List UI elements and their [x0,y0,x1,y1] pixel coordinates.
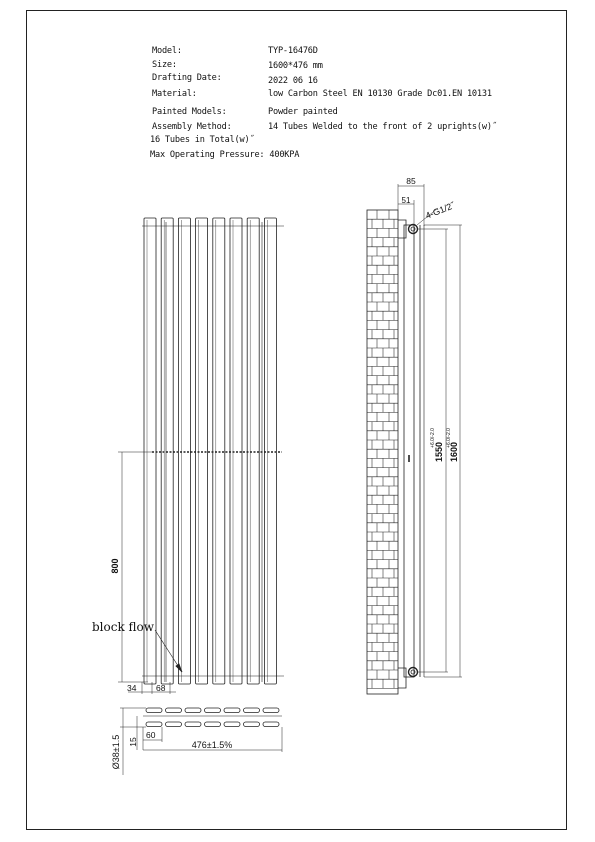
spec-assembly-label: Assembly Method: [152,122,232,132]
brick-pattern [367,210,398,688]
bottom-tube-lower [263,722,279,727]
bottom-tube-row-upper [146,708,279,713]
spec-tubes-total: 16 Tubes in Total(w)˝ [150,135,255,145]
bottom-tube-upper [205,708,221,713]
bottom-tube-upper [263,708,279,713]
bottom-tube-lower [224,722,240,727]
front-tube [161,218,173,684]
front-tube [247,218,259,684]
block-flow-arrow [176,664,182,672]
side-valve-bottom [409,668,418,677]
spec-assembly-value: 14 Tubes Welded to the front of 2 uprights(w)˝ [268,122,497,132]
bottom-tube-lower [146,722,162,727]
bottom-tube-upper [244,708,260,713]
spec-pressure: Max Operating Pressure: 400KPA [150,150,300,160]
spec-date-label: Drafting Date: [152,73,222,83]
front-tube [230,218,242,684]
dim-thread-text: 4-G1/2˝ [424,200,457,221]
dim-1600-text: 1600 [449,441,459,463]
bottom-tube-upper [185,708,201,713]
dim-68-text: 68 [156,683,166,693]
dim-51-text: 51 [401,196,411,205]
spec-painted-label: Painted Models: [152,107,227,117]
bottom-tube-lower [166,722,182,727]
dim-34-text: 34 [127,683,137,693]
dim-15-text: 15 [128,737,138,747]
dim-476-text: 476±1.5% [191,740,233,750]
bottom-tube-lower [185,722,201,727]
side-valve-top [409,225,418,234]
dim-85-text: 85 [406,176,416,186]
spec-material-value: low Carbon Steel EN 10130 Grade Dc01.EN 10131 [268,89,492,99]
bottom-tube-upper [224,708,240,713]
side-upright [404,225,414,677]
dim-38-text: Ø38±1.5 [111,734,121,770]
bottom-tube-upper [166,708,182,713]
dim-1600-tolerance: +6.0/-2.0 [446,428,452,448]
spec-model-value: TYP-16476D [268,46,318,56]
spec-date-value: 2022 06 16 [268,76,318,86]
bottom-tube-upper [146,708,162,713]
spec-painted-value: Powder painted [268,107,338,117]
front-tube [178,218,190,684]
spec-size-value: 1600*476 mm [268,61,323,71]
front-tube [144,218,156,684]
spec-material-label: Material: [152,89,197,99]
bottom-tube-lower [244,722,260,727]
front-tube-group [142,218,284,684]
dim-60-text: 60 [146,730,156,740]
bottom-tube-lower [205,722,221,727]
front-tube [213,218,225,684]
spec-model-label: Model: [152,46,182,56]
front-tube [196,218,208,684]
dim-1550-tolerance: +6.0/-2.0 [430,428,436,448]
brick-wall-outline [367,210,398,694]
spec-size-label: Size: [152,60,177,70]
dim-1550-text: 1550 [434,441,444,463]
block-flow-label: block flow [92,620,155,634]
side-bracket-bottom [398,668,406,688]
bottom-tube-row-lower [146,722,279,727]
side-bracket-top [398,220,406,238]
front-tube [264,218,276,684]
dim-800-text: 800 [110,558,120,574]
